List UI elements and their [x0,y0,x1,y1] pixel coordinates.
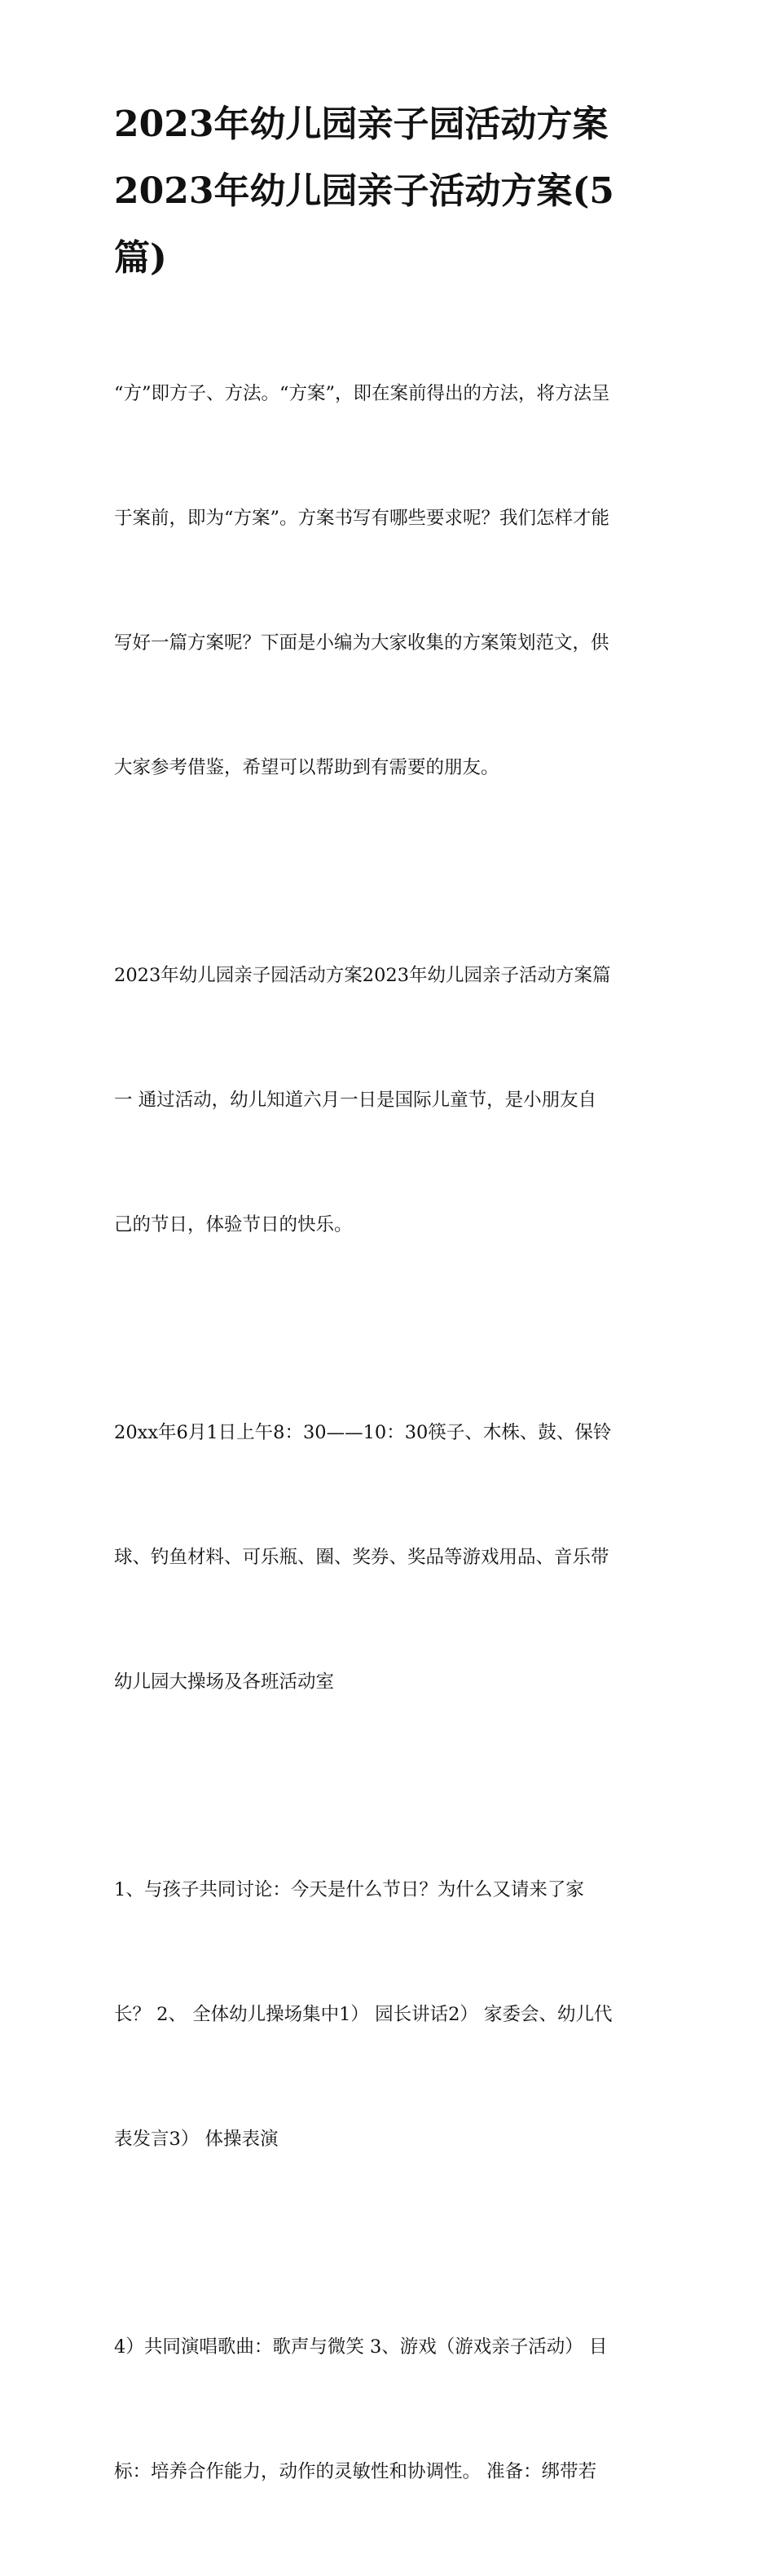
text-line: 4）共同演唱歌曲：歌声与微笑 3、游戏（游戏亲子活动） 目 [114,2336,608,2358]
title-line: 篇) [114,237,167,279]
document-title [114,91,668,292]
text-line: 幼儿园大操场及各班活动室 [114,1671,335,1693]
game-paragraph [114,2244,668,2576]
activity-steps-paragraph [114,1786,668,2244]
document-body [114,290,668,2576]
text-line: 长？ 2、 全体幼儿操场集中1） 园长讲话2） 家委会、幼儿代 [114,2004,613,2025]
text-line: 己的节日，体验节日的快乐。 [114,1214,353,1235]
text-line: 标：培养合作能力，动作的灵敏性和协调性。 准备：绑带若 [114,2461,597,2482]
text-line: “方”即方子、方法。“方案”，即在案前得出的方法，将方法呈 [114,383,610,404]
title-line: 2023年幼儿园亲子活动方案(5 [114,170,614,212]
intro-paragraph [114,290,668,872]
text-line: 写好一篇方案呢？下面是小编为大家收集的方案策划范文，供 [114,632,609,654]
text-line: 1、与孩子共同讨论：今天是什么节日？为什么又请来了家 [114,1879,584,1900]
text-line: 一 通过活动，幼儿知道六月一日是国际儿童节，是小朋友自 [114,1090,597,1111]
text-line: 2023年幼儿园亲子园活动方案2023年幼儿园亲子活动方案篇 [114,965,611,986]
time-materials-paragraph [114,1329,668,1786]
text-line: 20xx年6月1日上午8：30——10：30筷子、木株、鼓、保铃 [114,1422,612,1443]
text-line: 大家参考借鉴，希望可以帮助到有需要的朋友。 [114,757,499,778]
title-line: 2023年幼儿园亲子园活动方案 [114,103,609,145]
text-line: 球、钓鱼材料、可乐瓶、圈、奖券、奖品等游戏用品、音乐带 [114,1547,609,1568]
text-line: 于案前，即为“方案”。方案书写有哪些要求呢？我们怎样才能 [114,508,610,529]
text-line: 表发言3） 体操表演 [114,2129,279,2150]
section-paragraph [114,872,668,1329]
